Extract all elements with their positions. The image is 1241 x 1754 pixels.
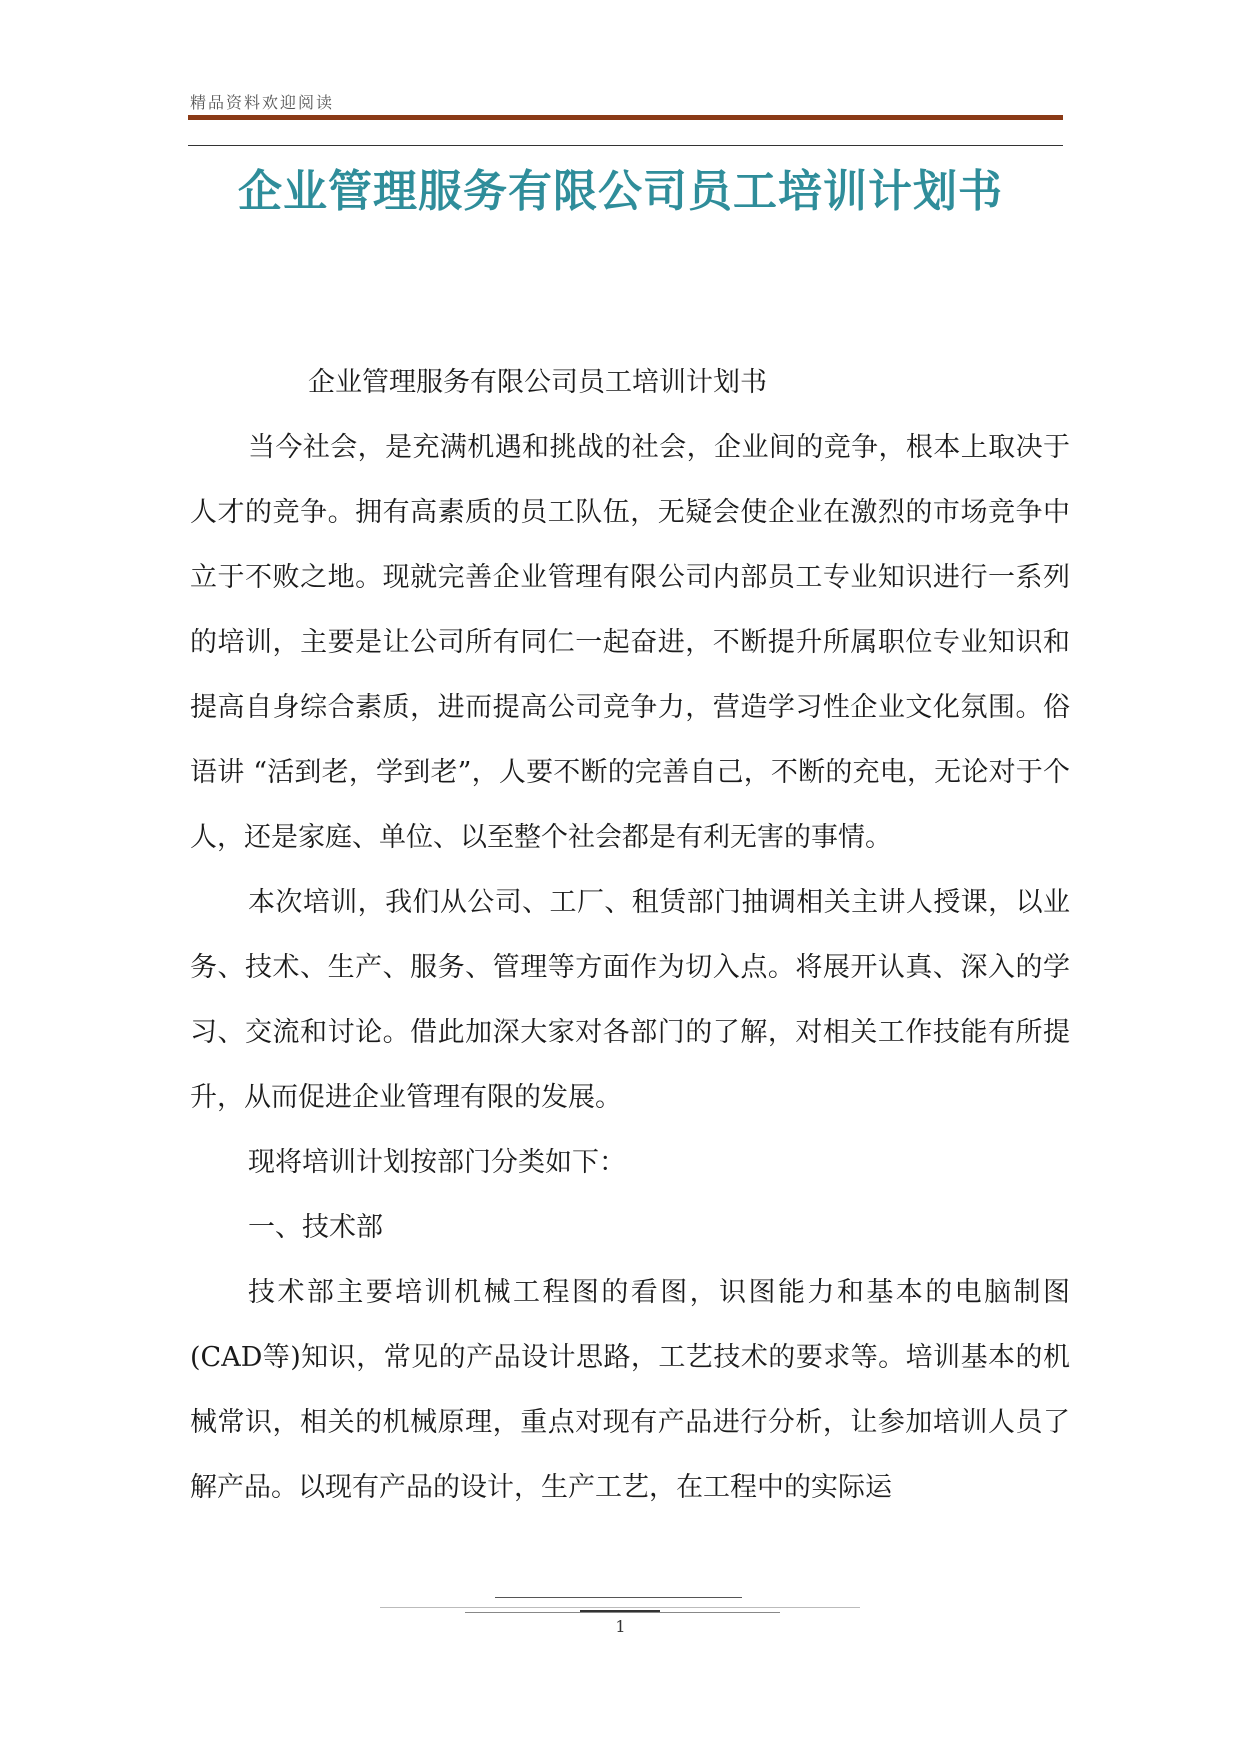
paragraph-tech-dept: 技术部主要培训机械工程图的看图，识图能力和基本的电脑制图(CAD等)知识，常见的产品设计思路，工艺技术的要求等。培训基本的机械常识，相关的机械原理，重点对现有产品进行分析，让参加培训人员了解产品。以现有产品的设计，生产工艺，在工程中的实际运 xyxy=(190,1277,1070,1503)
document-subtitle: 企业管理服务有限公司员工培训计划书 xyxy=(308,367,767,398)
header-rule-thick xyxy=(188,115,1063,120)
page-number: 1 xyxy=(615,1617,626,1636)
paragraph-intro: 当今社会，是充满机遇和挑战的社会，企业间的竞争，根本上取决于人才的竞争。拥有高素质的员工队伍，无疑会使企业在激烈的市场竞争中立于不败之地。现就完善企业管理有限公司内部员工专业知识进行一系列的培训，主要是让公司所有同仁一起奋进，不断提升所属职位专业知识和提高自身综合素质，进而提高公司竞争力，营造学习性企业文化氛围。俗语讲 “活到老，学到老”，人要不断的完善自己，不断的充电，无论对于个人，还是家庭、单位、以至整个社会都是有利无害的事情。 xyxy=(190,432,1070,853)
paragraph-training-scope: 本次培训，我们从公司、工厂、租赁部门抽调相关主讲人授课，以业务、技术、生产、服务、管理等方面作为切入点。将展开认真、深入的学习、交流和讨论。借此加深大家对各部门的了解，对相关工作技能有所提升，从而促进企业管理有限的发展。 xyxy=(190,887,1070,1113)
footer-rule-wide xyxy=(380,1607,860,1608)
footer-rule-short xyxy=(580,1610,660,1612)
footer-rule-mid xyxy=(465,1612,780,1613)
paragraph-plan-intro: 现将培训计划按部门分类如下： xyxy=(248,1147,626,1178)
header-label: 精品资料欢迎阅读 xyxy=(190,93,335,112)
footer-rule-top xyxy=(495,1597,742,1598)
document-title: 企业管理服务有限公司员工培训计划书 xyxy=(238,166,1003,217)
header-rule-thin xyxy=(188,145,1063,146)
section-heading-tech: 一、技术部 xyxy=(248,1212,383,1243)
document-body xyxy=(190,350,1070,1520)
